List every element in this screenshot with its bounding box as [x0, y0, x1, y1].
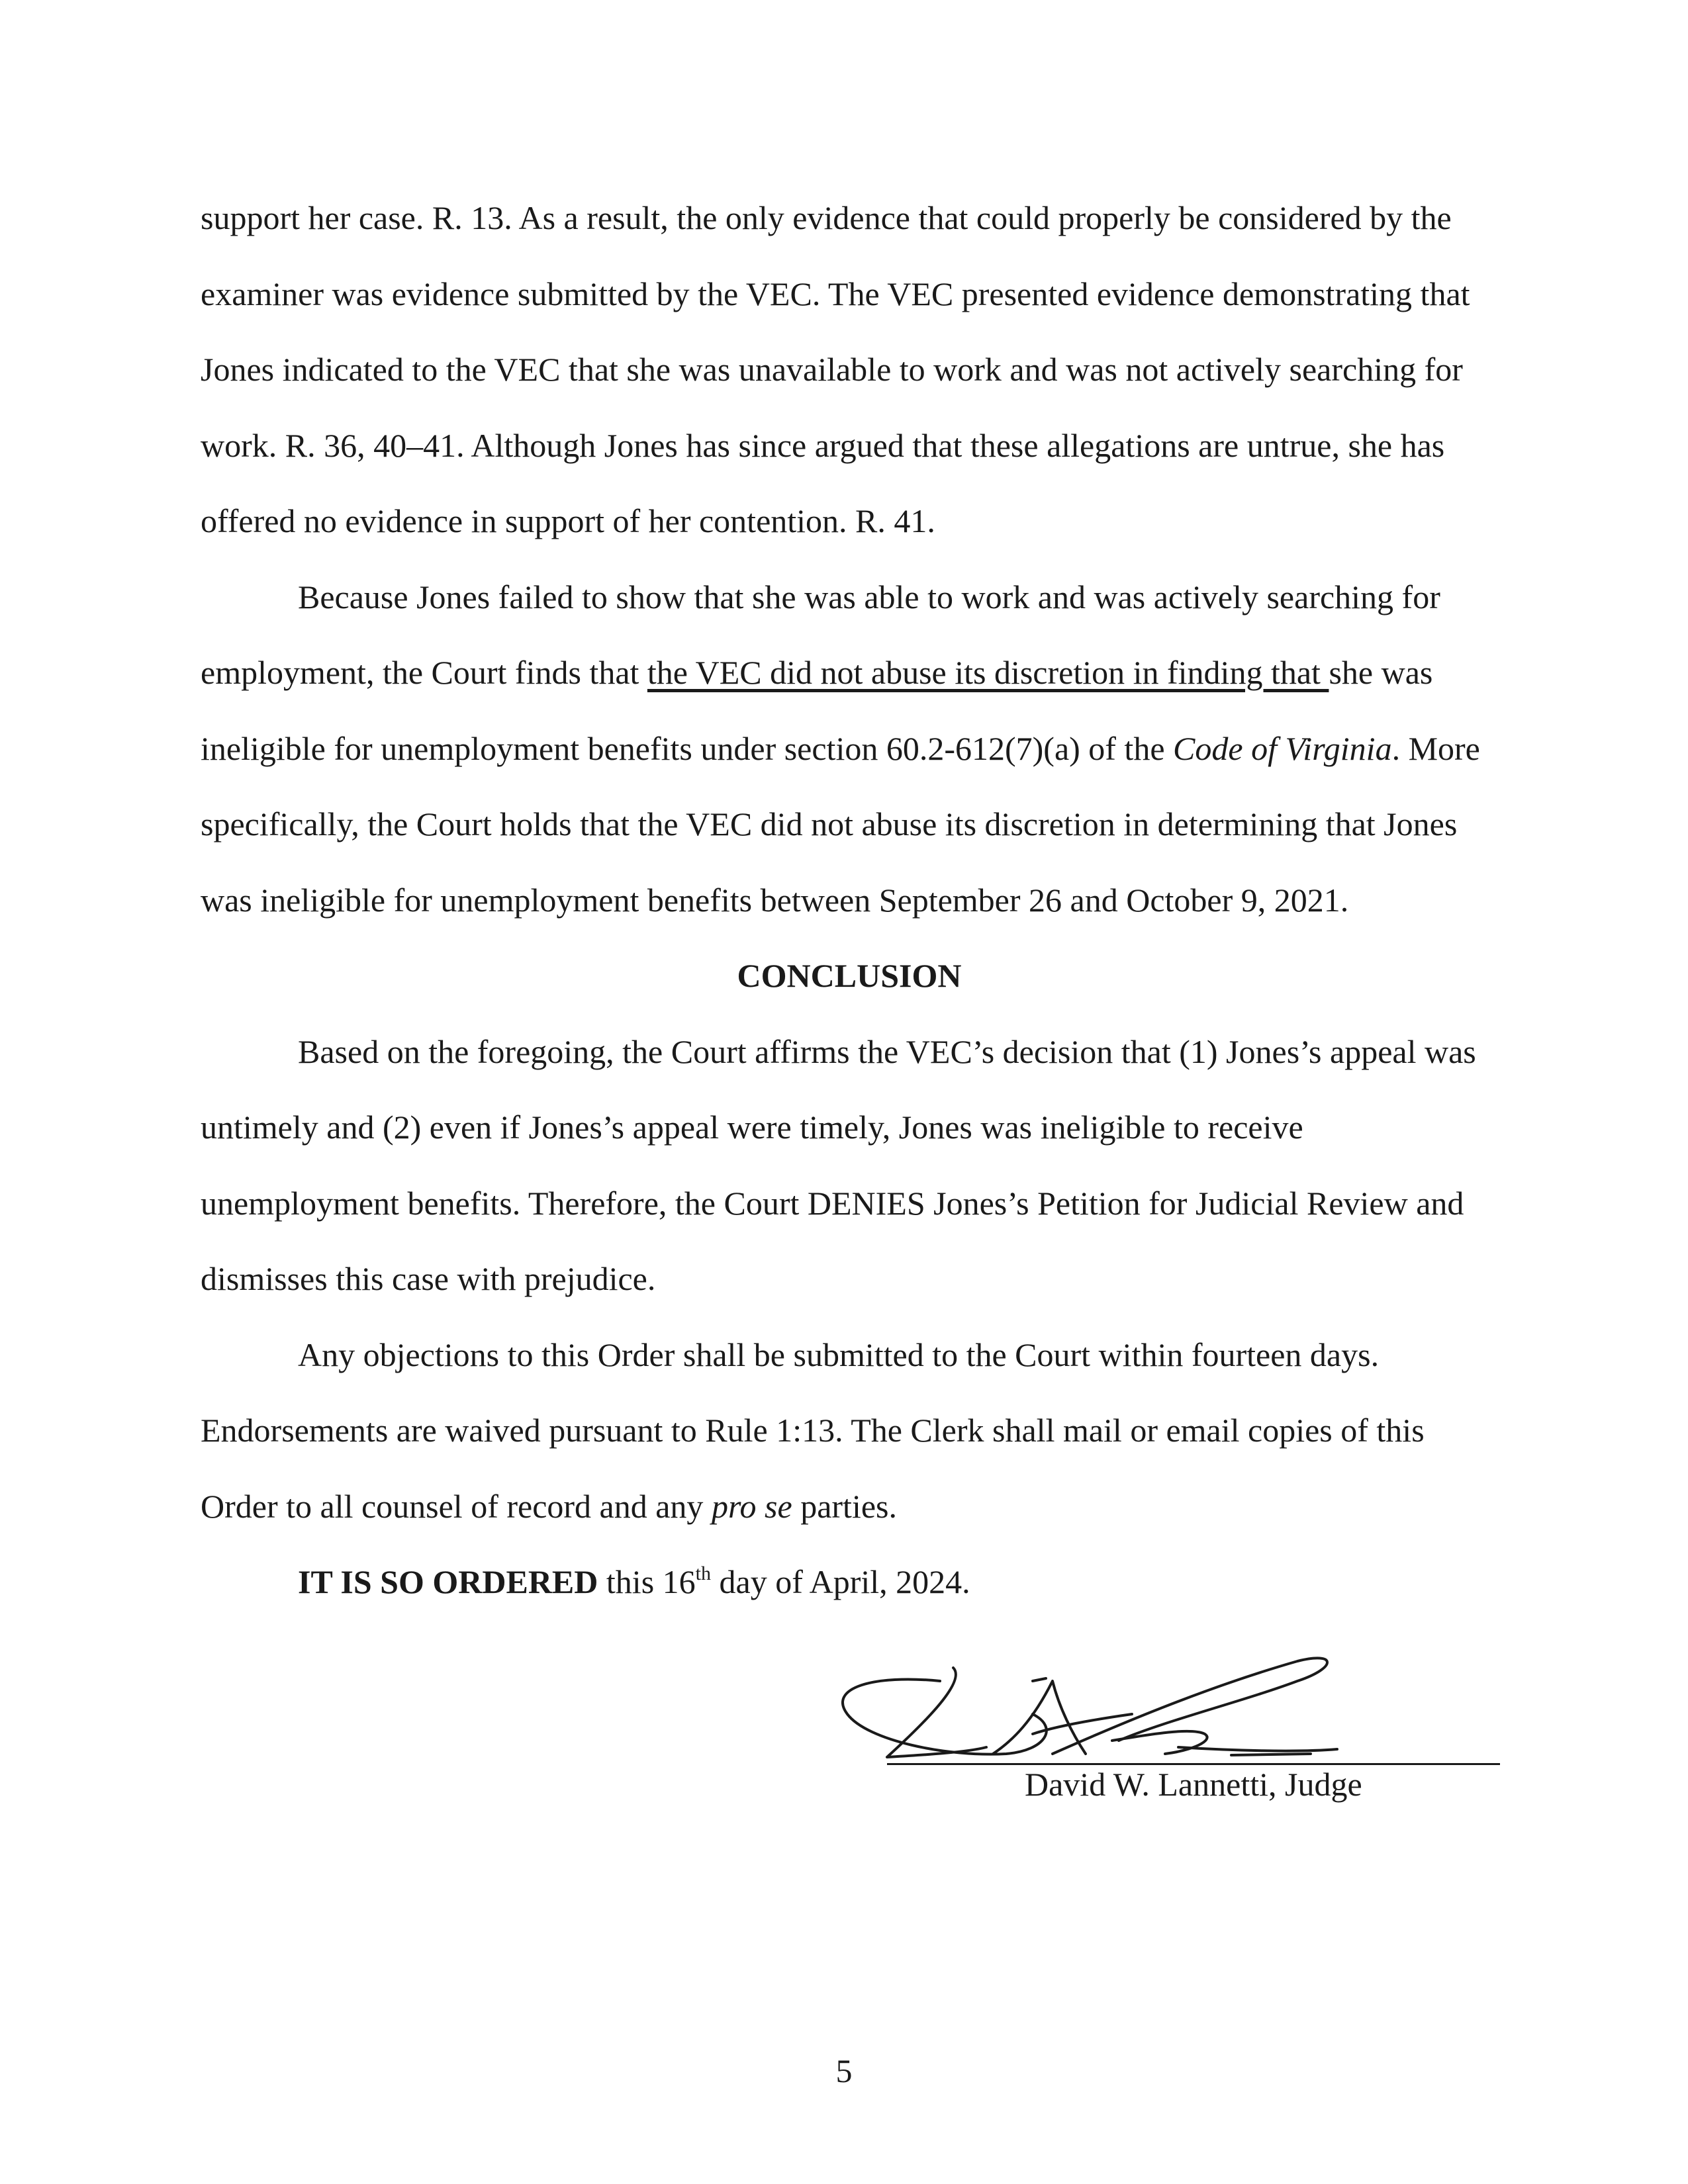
- paragraph-4-text-a: Any objections to this Order shall be submitted to the Court within fourteen days. Endorsements are waived pursuant to Rule 1:13. The Clerk shall mail or email copies of this Order to all counsel of record and any: [201, 1336, 1425, 1525]
- document-body: [201, 180, 1498, 1620]
- paragraph-3: Based on the foregoing, the Court affirms the VEC’s decision that (1) Jones’s appeal was untimely and (2) even if Jones’s appeal were timely, Jones was ineligible to receive unemployment benefits. Therefore, the Court DENIES Jones’s Petition for Judicial Review and dismisses this case with prejudice.: [201, 1032, 1476, 1297]
- paragraph-2-text-c: . More specifically, the Court holds that the VEC did not abuse its discretion in determining that Jones was ineligible for unemployment benefits between September 26 and October 9, 2021.: [201, 729, 1480, 919]
- paragraph-4-text-b: parties.: [792, 1487, 897, 1525]
- paragraph-4-pro-se: pro se: [711, 1487, 792, 1525]
- order-line-text-a: this 16: [598, 1563, 696, 1600]
- order-line-bold: IT IS SO ORDERED: [298, 1563, 598, 1600]
- paragraph-1: support her case. R. 13. As a result, the only evidence that could properly be considered by the examiner was evidence submitted by the VEC. The VEC presented evidence demonstrating that Jones indicated to the VEC that she was unavailable to work and was not actively searching for work. R. 36, 40–41. Although Jones has since argued that these allegations are untrue, she has offered no evidence in support of her contention. R. 41.: [201, 199, 1470, 539]
- conclusion-heading: CONCLUSION: [737, 957, 962, 994]
- paragraph-2-underlined-text: the VEC did not abuse its discretion in finding that: [647, 654, 1329, 691]
- paragraph-2-text-b: she was ineligible for unemployment benefits under section 60.2-612(7)(a) of the: [201, 654, 1433, 767]
- handwritten-signature: [834, 1641, 1509, 1774]
- paragraph-2-code-citation: Code of Virginia: [1173, 729, 1392, 767]
- paragraph-2-text-a: Because Jones failed to show that she was able to work and was actively searching for employment, the Court finds that: [201, 578, 1440, 691]
- signer-name: David W. Lannetti, Judge: [1025, 1766, 1362, 1803]
- order-line-text-b: day of April, 2024.: [711, 1563, 970, 1600]
- paragraph-4: [201, 1317, 1498, 1545]
- signature-block: [834, 1641, 1509, 1813]
- paragraph-2: [201, 559, 1498, 938]
- page-number: 5: [835, 2052, 853, 2089]
- order-line-ordinal: th: [695, 1563, 711, 1584]
- order-line: [201, 1544, 1498, 1620]
